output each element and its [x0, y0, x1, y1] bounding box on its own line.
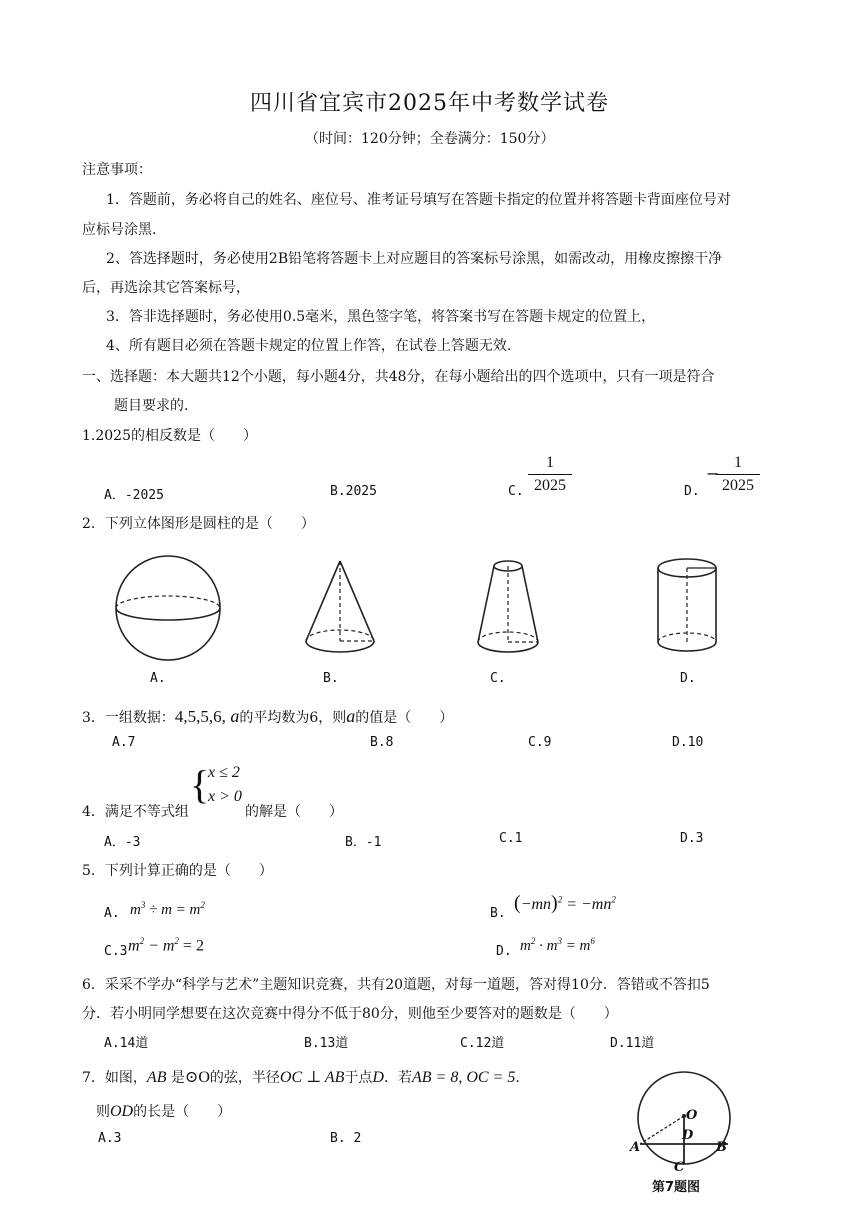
q4-inequality-2: x > 0 — [208, 788, 242, 805]
q7-fig-label-d: D — [682, 1128, 694, 1143]
q7-fig-label-c: C — [674, 1160, 685, 1175]
q1-option-a: A．-2025 — [104, 488, 164, 503]
q7-figure-caption: 第7题图 — [652, 1180, 701, 1195]
question-7-line2 — [96, 1101, 231, 1121]
cylinder-figure — [652, 556, 722, 666]
q7-at: 于点 — [344, 1070, 373, 1086]
q6-option-a: A.14道 — [104, 1036, 149, 1051]
section-heading: 一、选择题：本大题共12个小题，每小题4分，共48分，在每小题给出的四个选项中，只有一项是符合 — [82, 369, 715, 385]
q3-option-d: D.10 — [672, 735, 704, 750]
q7-chord: 的弦，半径 — [209, 1070, 280, 1086]
fraction-denominator: 2025 — [722, 477, 754, 494]
q5-option-c-label: C.3 — [104, 944, 128, 959]
notice-item-2: 2、答选择题时，务必使用2B铅笔将答题卡上对应题目的答案标号涂黑，如需改动，用橡皮擦擦干净 — [106, 251, 723, 267]
q2-label-d: D. — [680, 671, 696, 686]
q3-data: 4,5,5,6, — [174, 707, 226, 726]
q7-d: D — [372, 1069, 384, 1086]
q7-option-b: B. 2 — [330, 1131, 362, 1146]
q4-option-d: D.3 — [680, 831, 704, 846]
fraction-numerator: 1 — [734, 454, 742, 471]
q4-pre: 4．满足不等式组 — [82, 804, 189, 820]
question-7-stem: 7．如图，AB 是⊙O的弦，半径OC ⊥ AB于点D．若AB = 8, OC = 5. — [82, 1069, 520, 1086]
q7-condition: AB = 8, OC = 5 — [411, 1069, 516, 1086]
q5-option-d-label: D. — [496, 944, 512, 959]
q3-var-a: a — [230, 706, 240, 726]
fraction-numerator: 1 — [546, 454, 554, 471]
notice-item-2-cont: 后，再选涂其它答案标号， — [82, 280, 250, 296]
q7-ab: AB — [146, 1069, 167, 1086]
q4-inequality-1: x ≤ 2 — [208, 764, 240, 781]
notice-item-4: 4、所有题目必须在答题卡规定的位置上作答，在试卷上答题无效. — [106, 338, 512, 354]
q1-option-b: B.2025 — [330, 484, 377, 499]
q2-label-b: B. — [323, 671, 339, 686]
q7-line2-pre: 则 — [96, 1104, 110, 1120]
q7-circle-o: ⊙O — [184, 1069, 210, 1086]
q3-mid: 的平均数为6，则 — [239, 710, 347, 726]
q5-option-b-label: B. — [490, 906, 506, 921]
question-6-stem: 6．采采不学办“科学与艺术”主题知识竞赛，共有20道题，对每一道题，答对得10分．答错或不答扣5 — [82, 977, 710, 993]
q6-option-d: D.11道 — [610, 1036, 655, 1051]
q2-label-a: A. — [150, 671, 166, 686]
page-title: 四川省宜宾市2025年中考数学试卷 — [250, 91, 609, 116]
q3-post: 的值是（ ） — [355, 710, 454, 726]
notice-item-3: 3．答非选择题时，务必使用0.5毫米，黑色签字笔，将答案书写在答题卡规定的位置上， — [106, 309, 656, 325]
q3-option-c: C.9 — [528, 735, 552, 750]
frustum-figure — [472, 556, 544, 666]
q1-option-d-fraction — [716, 453, 760, 496]
q7-pre: 7．如图， — [82, 1070, 147, 1086]
q1-option-d-minus: − — [706, 464, 720, 483]
q3-var-a2: a — [346, 706, 356, 726]
q1-option-d: D. — [684, 484, 700, 499]
q4-brace: { — [190, 762, 210, 807]
q5-option-b-expr: $(-mn)^2 = -mn^2$ — [514, 892, 616, 914]
page-subtitle: （时间：120分钟；全卷满分：150分） — [305, 131, 555, 147]
q7-fig-label-a: A — [630, 1140, 641, 1155]
q7-line2-post: 的长是（ ） — [133, 1104, 232, 1120]
q3-option-b: B.8 — [370, 735, 394, 750]
q1-option-c-fraction — [528, 453, 572, 496]
q4-post: 的解是（ ） — [245, 804, 343, 820]
q3-option-a: A.7 — [112, 735, 136, 750]
q5-option-c-expr: $m^2 - m^2 = 2$ — [128, 936, 204, 955]
question-3-stem — [82, 706, 453, 727]
q5-option-d-expr: $m^2 \cdot m^3 = m^6$ — [520, 936, 595, 954]
q2-label-c: C. — [490, 671, 506, 686]
q7-oc-perp-ab: OC ⊥ AB — [279, 1069, 345, 1086]
q6-option-b: B.13道 — [304, 1036, 349, 1051]
q5-option-a-expr: $m^3 \div m = m^2$ — [130, 900, 205, 918]
q4-option-a: A．-3 — [104, 835, 141, 850]
q7-if: ．若 — [383, 1070, 412, 1086]
cone-figure — [300, 555, 380, 665]
q3-pre: 3．一组数据： — [82, 710, 175, 726]
q4-option-b: B．-1 — [345, 835, 382, 850]
q7-fig-label-b: B — [716, 1140, 727, 1155]
q7-od: OD — [110, 1103, 134, 1120]
q7-option-a: A.3 — [98, 1131, 122, 1146]
sphere-figure — [112, 552, 224, 664]
q1-option-c: C. — [508, 484, 524, 499]
q7-fig-label-o: O — [686, 1108, 698, 1123]
q5-option-a-label: A. — [104, 906, 120, 921]
notice-item-1-cont: 应标号涂黑. — [82, 222, 157, 238]
q4-option-c: C.1 — [499, 831, 523, 846]
question-6-stem-cont: 分．若小明同学想要在这次竞赛中得分不低于80分，则他至少要答对的题数是（ ） — [82, 1006, 618, 1022]
fraction-denominator: 2025 — [534, 477, 566, 494]
notice-heading: 注意事项： — [82, 162, 152, 178]
notice-item-1: 1．答题前，务必将自己的姓名、座位号、准考证号填写在答题卡指定的位置并将答题卡背面座位号对 — [106, 192, 731, 208]
section-heading-cont: 题目要求的. — [114, 398, 189, 414]
q7-is: 是 — [170, 1070, 185, 1086]
question-2-stem: 2．下列立体图形是圆柱的是（ ） — [82, 516, 315, 532]
q6-option-c: C.12道 — [460, 1036, 505, 1051]
question-5-stem: 5．下列计算正确的是（ ） — [82, 863, 273, 879]
question-1-stem: 1.2025的相反数是（ ） — [82, 428, 257, 444]
